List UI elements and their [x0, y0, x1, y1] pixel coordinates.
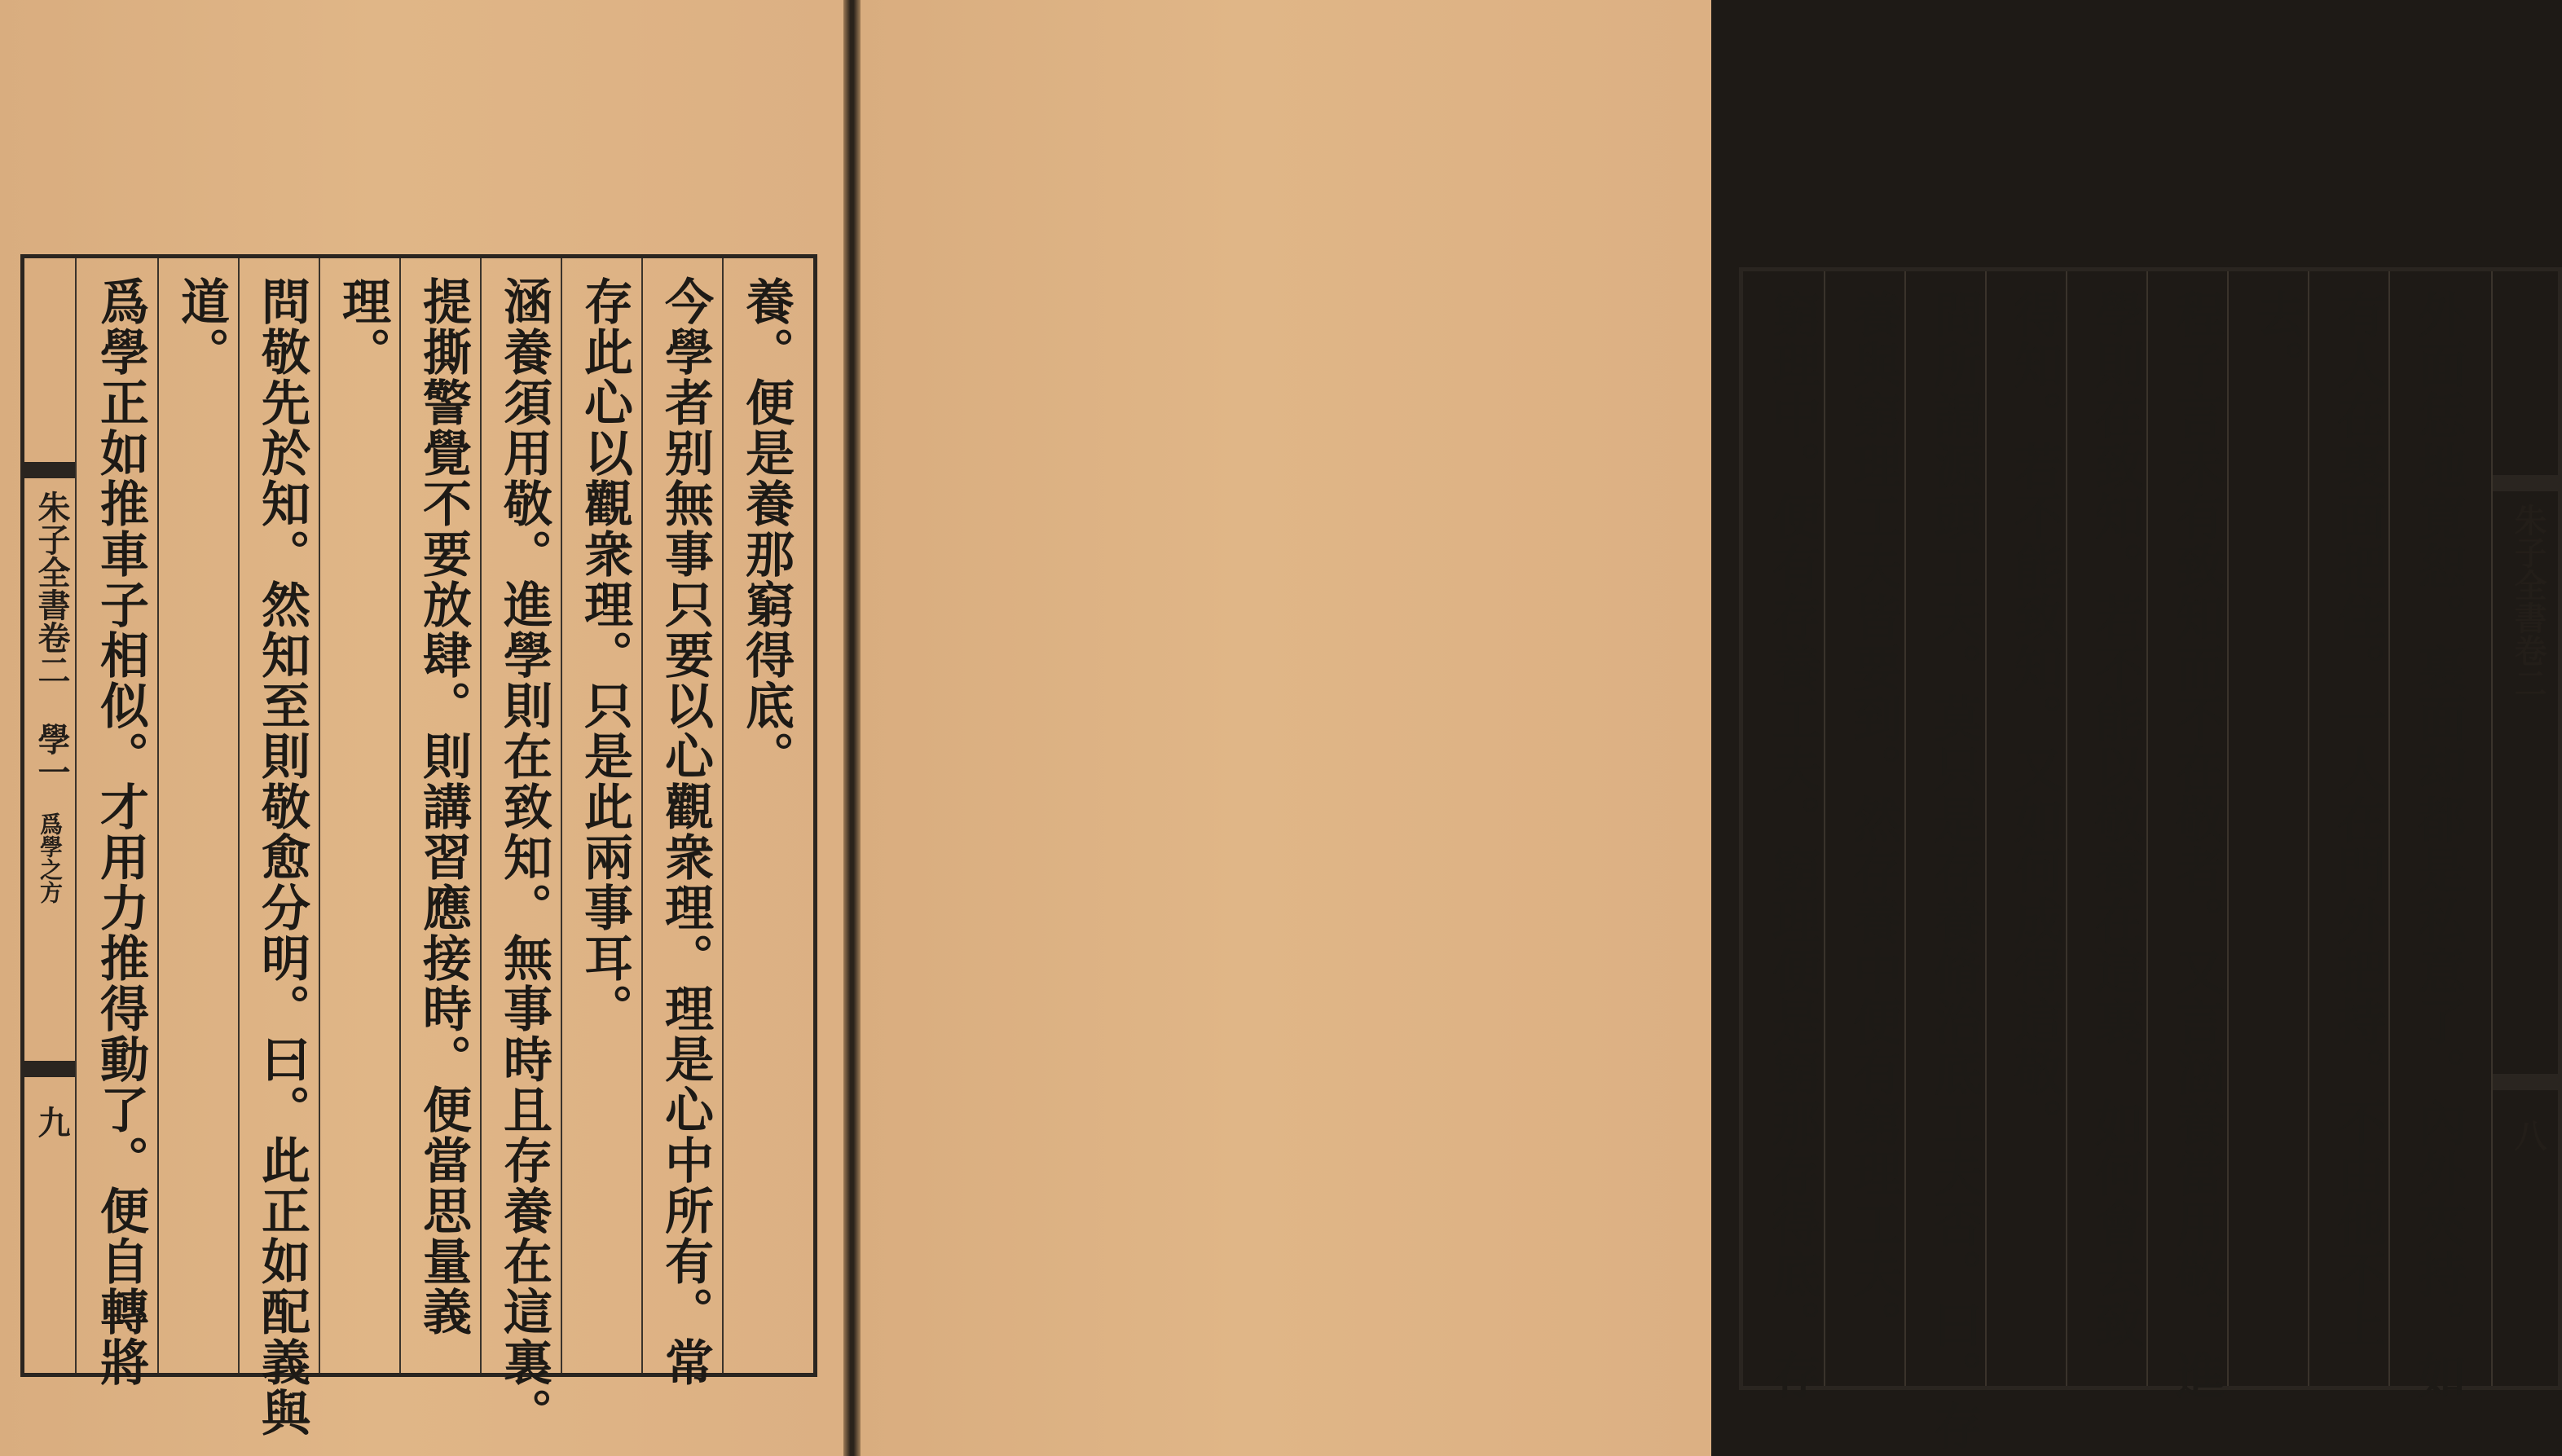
text-column-5: 學則在致知。若不能以敬養在這裏。如何會去致 — [2087, 289, 2144, 1350]
bankou-title: 朱子全書卷二 — [2509, 504, 2547, 699]
column-rule — [2066, 271, 2067, 1386]
text-column-4: 涵養須用敬。進學則在致知。無事時且存養在這裏。 — [495, 276, 552, 1438]
text-column-7: 問所謂源頭工夫。莫只是存養脩治底工夫否。曰。存 — [1926, 289, 1983, 1451]
page-number: 九 — [33, 1106, 71, 1138]
bankou-chapter: 爲學之方 — [37, 812, 64, 904]
text-column-3: 存此心以觀衆理。只是此兩事耳。 — [576, 276, 633, 1034]
text-column-2: 今學者别無事只要以心觀衆理。理是心中所有。常 — [657, 276, 714, 1388]
text-column-4: 程子言未有致知而不在敬者。又言涵養當用敬。進 — [2168, 289, 2225, 1401]
text-column-3: 去。 — [2248, 289, 2305, 390]
left-text-frame — [20, 254, 817, 1438]
column-rule — [2227, 271, 2229, 1386]
column-rule — [561, 258, 562, 1373]
text-column-9: 爲學正如推車子相似。才用力推得動了。便自轉將 — [92, 276, 149, 1388]
book-gutter — [843, 0, 861, 1456]
column-rule — [1985, 271, 1987, 1386]
bankou-title: 朱子全書卷二 — [33, 490, 71, 686]
column-rule — [157, 258, 159, 1373]
text-column-8: 養與窮理工夫皆要到。然存養中便有窮理工夫。 — [1845, 289, 1902, 1350]
text-column-7: 問敬先於知。然知至則敬愈分明。曰。此正如配義與 — [253, 276, 310, 1438]
column-rule — [641, 258, 643, 1373]
column-rule — [480, 258, 482, 1373]
text-column-8: 道。 — [173, 276, 230, 377]
text-column-5: 提撕警覺不要放肆。則講習應接時。便當思量義 — [415, 276, 472, 1337]
bankou-rule — [75, 258, 77, 1373]
column-rule — [1824, 271, 1825, 1386]
column-rule — [2146, 271, 2148, 1386]
column-rule — [399, 258, 401, 1373]
text-column-1: 養。便是養那窮得底。 — [737, 276, 795, 781]
text-column-6: 理。 — [334, 276, 391, 377]
column-rule — [319, 258, 320, 1373]
right-text-frame — [1739, 267, 2562, 1451]
left-page — [0, 0, 843, 1456]
text-column-2: 有人在裏面把住。一人在門外把持。不由他不上 — [2329, 289, 2386, 1350]
column-rule — [1904, 271, 1906, 1386]
right-page — [861, 0, 2547, 1456]
text-column-6: 得知。若不能致知。又如何成得這敬。 — [2006, 289, 2063, 1148]
bankou-section: 學一 — [33, 723, 71, 788]
column-rule — [722, 258, 724, 1373]
text-column-1: 外面恁地寛恕。裏面却都是私意了。內外夾持。如 — [2410, 289, 2467, 1401]
column-rule — [238, 258, 240, 1373]
text-column-9: 窮理中。便有存養工夫。窮理便是窮那存得底。存 — [1764, 289, 1821, 1401]
page-number: 八 — [2509, 1119, 2547, 1151]
column-rule — [2388, 271, 2390, 1386]
bankou-rule — [2491, 271, 2493, 1386]
column-rule — [2308, 271, 2309, 1386]
